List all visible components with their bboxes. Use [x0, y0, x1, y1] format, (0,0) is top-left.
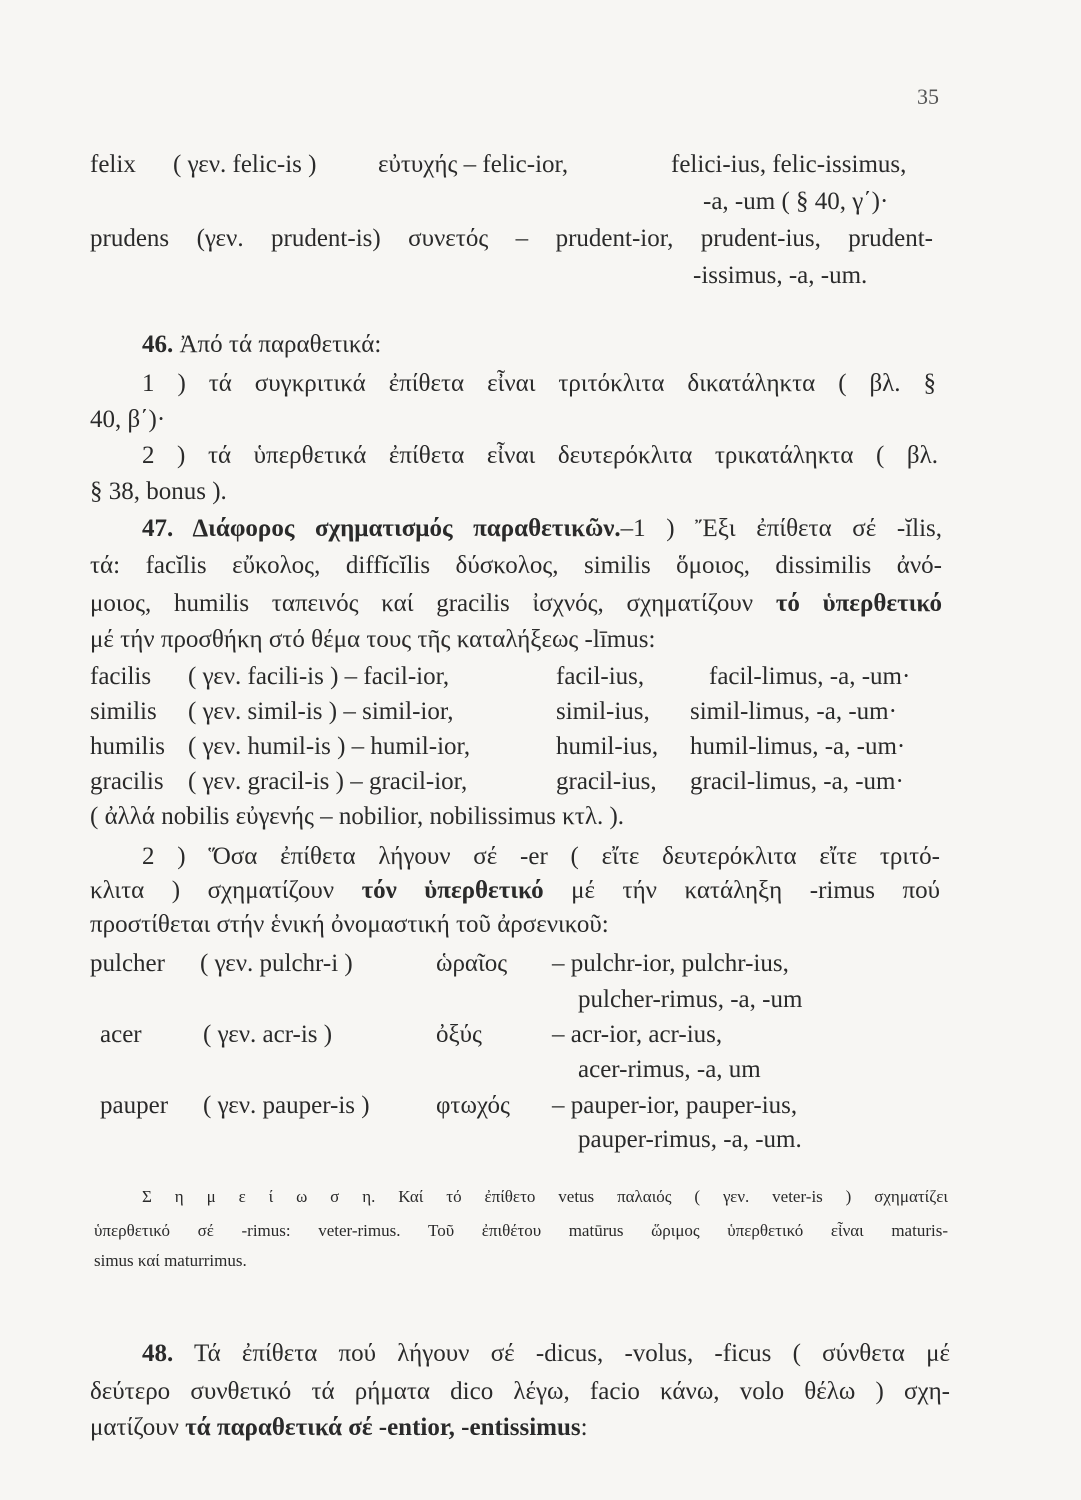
table-row-rest: simil-limus, -a, -um·: [690, 698, 897, 725]
table-row-forms-2: pauper-rimus, -a, -um.: [578, 1126, 802, 1153]
nobilis-line: ( ἀλλά nobilis εὐγενής – nobilior, nobilissimus κτλ. ).: [90, 803, 625, 830]
table-row-sup: facil-ius,: [556, 663, 645, 690]
felix-word: felix: [90, 151, 136, 178]
section-47-part-2-b: κλιτα ) σχηματίζουν τόν ὑπερθετικό μέ τήν κατάληξη -rimus πού: [90, 877, 940, 904]
felix-forms-1: felici-ius, felic-issimus,: [671, 151, 907, 178]
section-47-intro: 47. Διάφορος σχηματισμός παραθετικῶν.–1 ) Ἔξι ἐπίθετα σέ -ĭlis,: [142, 515, 942, 542]
note-line-3: simus καί maturrimus.: [94, 1251, 247, 1270]
section-47-line-4: μέ τήν προσθήκη στό θέμα τους τῆς καταλήξεως -līmus:: [90, 626, 656, 653]
table-row-word: facilis: [90, 663, 152, 690]
note-line-1: Σ η μ ε ί ω σ η. Καί τό ἐπίθετο vetus παλαιός ( γεν. veter-is ) σχηματίζει: [142, 1187, 949, 1206]
section-46-item-1-cont: 40, β΄)·: [90, 406, 166, 433]
table-row-gen: ( γεν. pauper-is ): [203, 1092, 370, 1119]
table-row-gen: ( γεν. simil-is ) – simil-ior,: [188, 698, 454, 725]
table-row-sup: simil-ius,: [556, 698, 650, 725]
table-row-gen: ( γεν. facili-is ) – facil-ior,: [188, 663, 450, 690]
note-line-2: ὑπερθετικό σέ -rimus: veter-rimus. Τοῦ ἐπιθέτου matūrus ὥριμος ὑπερθετικό εἶναι maturis-: [94, 1221, 948, 1240]
felix-meaning: εὐτυχής – felic-ior,: [378, 151, 569, 178]
section-46-number: 46.: [142, 331, 174, 358]
table-row-gen: ( γεν. humil-is ) – humil-ior,: [188, 733, 471, 760]
section-46-item-1: 1 ) τά συγκριτικά ἐπίθετα εἶναι τριτόκλιτα δικατάληκτα ( βλ. §: [142, 370, 936, 397]
table-row-rest: gracil-limus, -a, -um·: [690, 768, 904, 795]
section-48-line-1: 48. Τά ἐπίθετα πού λήγουν σέ -dicus, -volus, -ficus ( σύνθετα μέ: [142, 1340, 950, 1367]
section-48-line-3: ματίζουν τά παραθετικά σέ -entior, -entissimus:: [90, 1414, 588, 1441]
table-row-word: pauper: [100, 1092, 169, 1119]
table-row-sup: humil-ius,: [556, 733, 659, 760]
felix-forms-2: -a, -um ( § 40, γ΄)·: [703, 188, 889, 215]
table-row-gen: ( γεν. gracil-is ) – gracil-ior,: [188, 768, 468, 795]
table-row-forms-1: – pauper-ior, pauper-ius,: [552, 1092, 798, 1119]
table-row-word: pulcher: [90, 950, 165, 977]
table-row-gen: ( γεν. pulchr-i ): [200, 950, 353, 977]
table-row-rest: facil-limus, -a, -um·: [709, 663, 911, 690]
table-row-rest: humil-limus, -a, -um·: [690, 733, 906, 760]
page-number: 35: [917, 84, 939, 109]
table-row-forms-2: pulcher-rimus, -a, -um: [578, 986, 803, 1013]
table-row-word: acer: [100, 1021, 142, 1048]
table-row-gen: ( γεν. acr-is ): [203, 1021, 333, 1048]
table-row-meaning: ὀξύς: [436, 1021, 482, 1048]
section-47-title: Διάφορος σχηματισμός παραθετικῶν.: [173, 515, 621, 542]
felix-gen: ( γεν. felic-is ): [173, 151, 317, 178]
section-46-item-2-cont: § 38, bonus ).: [90, 478, 227, 505]
section-47-part-2-c: προστίθεται στήν ἑνική ὀνομαστική τοῦ ἀρσενικοῦ:: [90, 911, 609, 938]
section-48-line-2: δεύτερο συνθετικό τά ρήματα dico λέγω, facio κάνω, volo θέλω ) σχη-: [90, 1378, 950, 1405]
table-row-meaning: ὡραῖος: [436, 950, 508, 977]
section-47-part-2-a: 2 ) Ὅσα ἐπίθετα λήγουν σέ -er ( εἴτε δευτερόκλιτα εἴτε τριτό-: [142, 843, 940, 870]
section-47-line-3: μοιος, humilis ταπεινός καί gracilis ἰσχνός, σχηματίζουν τό ὑπερθετικό: [90, 590, 943, 617]
prudens-line-1: prudens (γεν. prudent-is) συνετός – prudent-ior, prudent-ius, prudent-: [90, 225, 933, 252]
section-48-number: 48.: [142, 1340, 174, 1367]
table-row-word: humilis: [90, 733, 166, 760]
prudens-line-2: -issimus, -a, -um.: [693, 262, 868, 289]
table-row-forms-2: acer-rimus, -a, um: [578, 1056, 761, 1083]
section-47-number: 47.: [142, 515, 174, 542]
table-row-meaning: φτωχός: [436, 1092, 510, 1119]
section-46-item-2: 2 ) τά ὑπερθετικά ἐπίθετα εἶναι δευτερόκλιτα τρικατάληκτα ( βλ.: [142, 442, 938, 469]
note-label: Σ η μ ε ί ω σ η: [142, 1187, 372, 1206]
table-row-word: gracilis: [90, 768, 164, 795]
table-row-sup: gracil-ius,: [556, 768, 657, 795]
section-46-heading: 46. Ἀπό τά παραθετικά:: [142, 331, 382, 358]
table-row-word: similis: [90, 698, 157, 725]
section-47-line-2: τά: facĭlis εὔκολος, diffĭcĭlis δύσκολος, similis ὅμοιος, dissimilis ἀνό-: [90, 552, 942, 579]
table-row-forms-1: – acr-ior, acr-ius,: [552, 1021, 723, 1048]
table-row-forms-1: – pulchr-ior, pulchr-ius,: [552, 950, 789, 977]
